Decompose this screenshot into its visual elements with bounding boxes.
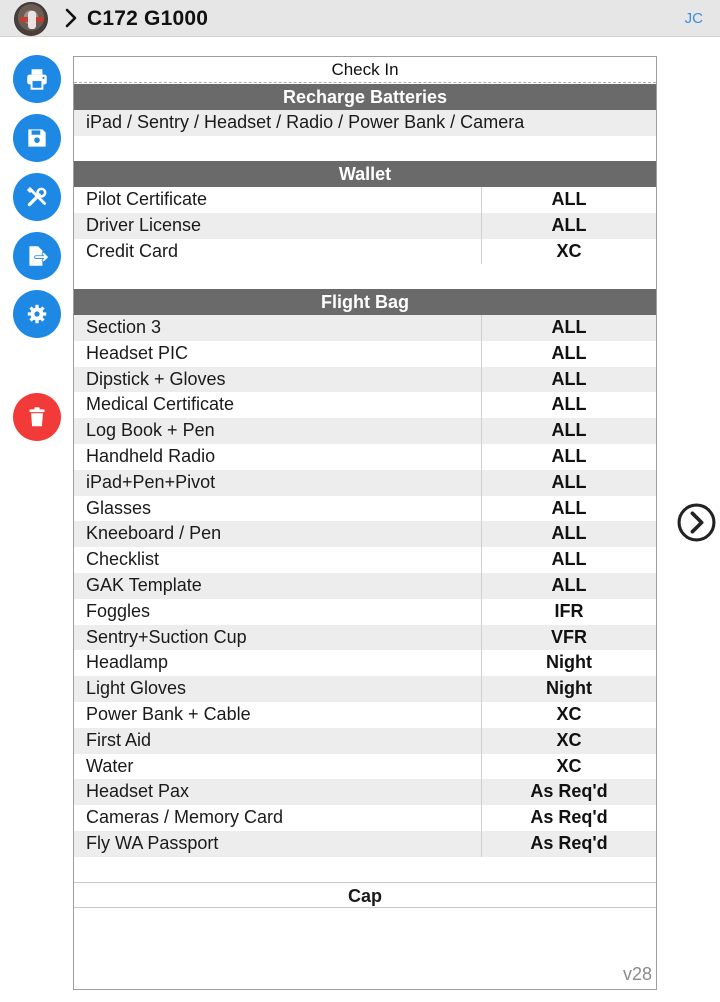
checklist-row[interactable] (74, 805, 656, 831)
checklist-row[interactable] (74, 496, 656, 522)
delete-button[interactable] (13, 393, 61, 441)
chevron-right-icon[interactable] (59, 6, 83, 30)
item-requirement: As Req'd (481, 779, 656, 805)
item-name: Checklist (86, 549, 160, 570)
section-header-wallet: Wallet (74, 161, 656, 187)
item-requirement: ALL (481, 315, 656, 341)
section-header-cap: Cap (74, 882, 656, 908)
item-name: Dipstick + Gloves (86, 368, 226, 389)
app-header (0, 0, 720, 37)
checklist-row[interactable] (74, 521, 656, 547)
item-name: Credit Card (86, 240, 179, 261)
checklist-row[interactable] (74, 239, 656, 265)
item-requirement: As Req'd (481, 805, 656, 831)
checklist-row[interactable] (74, 392, 656, 418)
export-button[interactable] (13, 232, 61, 280)
checklist-row[interactable] (74, 547, 656, 573)
checklist-row[interactable] (74, 573, 656, 599)
item-name: Cameras / Memory Card (86, 807, 284, 828)
checklist-row[interactable] (74, 676, 656, 702)
item-requirement: XC (481, 728, 656, 754)
page-title: C172 G1000 (87, 7, 209, 30)
item-requirement: ALL (481, 187, 656, 213)
export-file-icon (24, 243, 50, 269)
item-requirement: ALL (481, 521, 656, 547)
item-name: Sentry+Suction Cup (86, 626, 247, 647)
checklist-row[interactable] (74, 599, 656, 625)
checklist-row[interactable] (74, 444, 656, 470)
printer-icon (24, 66, 50, 92)
checklist-sheet (73, 56, 657, 990)
item-requirement: Night (481, 676, 656, 702)
version-label: v28 (622, 964, 652, 984)
item-name: Section 3 (86, 317, 162, 337)
section-header-recharge: Recharge Batteries (74, 84, 656, 110)
item-name: Pilot Certificate (86, 189, 208, 209)
item-requirement: XC (481, 754, 656, 780)
item-requirement: ALL (481, 213, 656, 239)
sheet-title: Check In (74, 57, 656, 83)
item-requirement: XC (481, 702, 656, 728)
checklist-row[interactable] (74, 418, 656, 444)
checklist-row[interactable] (74, 754, 656, 780)
item-requirement: ALL (481, 573, 656, 599)
checklist-row[interactable] (74, 187, 656, 213)
checklist-row[interactable] (74, 779, 656, 805)
item-requirement: As Req'd (481, 831, 656, 857)
item-requirement: ALL (481, 392, 656, 418)
checklist-row[interactable] (74, 470, 656, 496)
item-name: Driver License (86, 214, 202, 235)
item-requirement: ALL (481, 367, 656, 393)
section-header-flight-bag: Flight Bag (74, 289, 656, 315)
item-name: GAK Template (86, 575, 202, 595)
item-name: Light Gloves (86, 678, 187, 699)
item-requirement: ALL (481, 496, 656, 522)
checklist-row[interactable] (74, 650, 656, 676)
checklist-row[interactable] (74, 315, 656, 341)
item-name: Headset PIC (86, 342, 189, 363)
trash-icon (24, 404, 50, 430)
item-requirement: XC (481, 239, 656, 265)
item-name: Foggles (86, 600, 151, 621)
item-name: Medical Certificate (86, 394, 235, 415)
item-name: Headlamp (86, 652, 169, 673)
checklist-row[interactable] (74, 728, 656, 754)
item-requirement: ALL (481, 418, 656, 444)
item-name: Fly WA Passport (86, 833, 219, 853)
app-logo[interactable] (14, 2, 48, 36)
tools-icon (24, 184, 50, 210)
item-name: Water (86, 755, 134, 776)
item-name: Log Book + Pen (86, 420, 215, 441)
tools-button[interactable] (13, 173, 61, 221)
item-requirement: VFR (481, 625, 656, 651)
item-requirement: Night (481, 650, 656, 676)
checklist-row[interactable] (74, 702, 656, 728)
item-requirement: ALL (481, 444, 656, 470)
recharge-items (74, 110, 656, 136)
item-name: Handheld Radio (86, 446, 216, 466)
checklist-row[interactable] (74, 625, 656, 651)
settings-button[interactable] (13, 290, 61, 338)
gear-icon (24, 301, 50, 327)
user-initials-link[interactable]: JC (684, 10, 703, 27)
item-name: Glasses (86, 497, 152, 518)
item-name: Power Bank + Cable (86, 704, 251, 724)
item-requirement: ALL (481, 341, 656, 367)
item-name: Kneeboard / Pen (86, 523, 222, 544)
item-requirement: ALL (481, 470, 656, 496)
save-button[interactable] (13, 114, 61, 162)
print-button[interactable] (13, 55, 61, 103)
checklist-row[interactable] (74, 831, 656, 857)
floppy-icon (24, 125, 50, 151)
checklist-row[interactable] (74, 367, 656, 393)
item-name: iPad+Pen+Pivot (86, 471, 216, 492)
item-name: Headset Pax (86, 781, 190, 802)
next-page-button[interactable] (676, 502, 717, 543)
item-requirement: ALL (481, 547, 656, 573)
item-requirement: IFR (481, 599, 656, 625)
checklist-row[interactable] (74, 213, 656, 239)
item-name: First Aid (86, 729, 152, 750)
checklist-row[interactable] (74, 341, 656, 367)
recharge-items-text: iPad / Sentry / Headset / Radio / Power Bank / Camera (86, 112, 525, 132)
